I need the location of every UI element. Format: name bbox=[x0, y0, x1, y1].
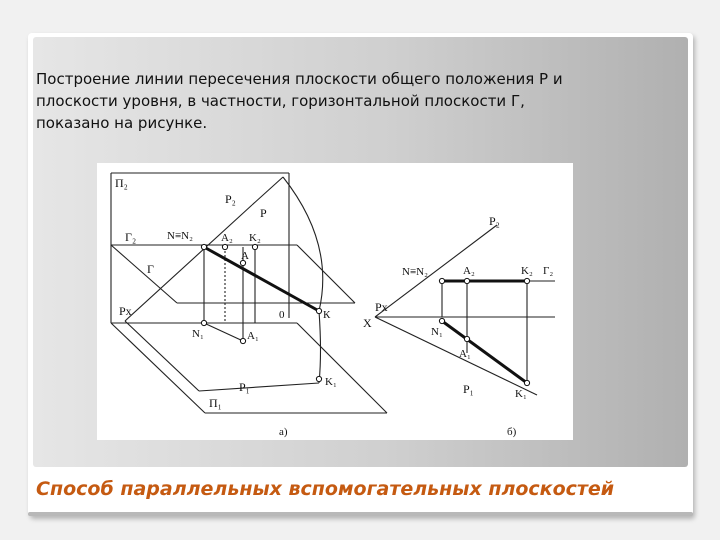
label-zero: 0 bbox=[279, 309, 285, 321]
n1-a1-link bbox=[204, 323, 243, 341]
label-k2-a: K₂ bbox=[249, 232, 261, 244]
p1-trace-b bbox=[199, 383, 319, 391]
caption-b: б) bbox=[507, 426, 517, 438]
p2-trace-b bbox=[375, 225, 497, 317]
label-a1-b: A₁ bbox=[459, 348, 471, 360]
caption-line-1: Построение линии пересечения плоскости общего положения Р и bbox=[36, 70, 563, 88]
footer-divider bbox=[28, 512, 693, 516]
intersection-line-b bbox=[442, 321, 527, 383]
label-n1-a: N₁ bbox=[192, 328, 204, 340]
point-n-a bbox=[201, 244, 206, 249]
point-k1-a bbox=[316, 376, 321, 381]
point-a1-a bbox=[240, 338, 245, 343]
label-g: Г bbox=[147, 262, 154, 276]
label-a1-a: A₁ bbox=[247, 330, 259, 342]
caption-line-2: плоскости уровня, в частности, горизонтальной плоскости Г, bbox=[36, 92, 525, 110]
point-k1-b bbox=[524, 380, 529, 385]
geometry-drawing bbox=[97, 163, 573, 440]
label-nn2-b: N≡N₂ bbox=[402, 266, 428, 278]
label-pi1: П₁ bbox=[209, 396, 222, 410]
label-a: A bbox=[241, 250, 249, 262]
label-k1-a: K₁ bbox=[325, 376, 337, 388]
caption-a: а) bbox=[279, 426, 288, 438]
p2-trace-ext bbox=[252, 177, 283, 205]
point-a1-b bbox=[464, 336, 469, 341]
point-n1-b bbox=[439, 318, 444, 323]
label-k-a: К bbox=[323, 309, 331, 321]
label-k2-b: K₂ bbox=[521, 265, 533, 277]
p1-trace-a bbox=[125, 321, 199, 391]
label-p: Р bbox=[260, 206, 267, 220]
label-g2-a: Г₂ bbox=[125, 230, 137, 244]
point-a2-b bbox=[464, 278, 469, 283]
label-g2-b: Г₂ bbox=[543, 265, 554, 277]
p1-trace-b bbox=[375, 317, 537, 395]
point-n2-b bbox=[439, 278, 444, 283]
label-a2-b: A₂ bbox=[463, 265, 475, 277]
label-p1-b: Р₁ bbox=[463, 382, 474, 396]
gamma-left-edge bbox=[111, 245, 177, 303]
point-k2-a bbox=[252, 244, 257, 249]
label-x-b: X bbox=[363, 316, 372, 330]
p-curve-bottom bbox=[319, 311, 321, 383]
label-p1-a: Р₁ bbox=[239, 380, 250, 394]
intersection-line-a bbox=[204, 247, 319, 311]
caption-line-3: показано на рисунке. bbox=[36, 114, 208, 132]
gamma-right-edge bbox=[297, 245, 355, 303]
label-k1-b: K₁ bbox=[515, 388, 527, 400]
slide-caption bbox=[36, 68, 676, 134]
label-px-a: Рх bbox=[119, 304, 132, 318]
pi1-right-edge bbox=[297, 323, 387, 413]
label-px-b: Рх bbox=[375, 300, 388, 314]
label-p2-a: Р₂ bbox=[225, 192, 236, 206]
label-nn-a: N≡N₂ bbox=[167, 230, 193, 242]
pi1-left-edge bbox=[111, 323, 205, 413]
point-n1-a bbox=[201, 320, 206, 325]
point-k-a bbox=[316, 308, 321, 313]
label-pi2: П₂ bbox=[115, 176, 128, 190]
slide-footer-title: Способ параллельных вспомогательных плоскостей bbox=[36, 478, 615, 500]
label-a2-a: A₂ bbox=[221, 232, 233, 244]
drawing-svg bbox=[97, 163, 573, 440]
label-n1-b: N₁ bbox=[431, 326, 443, 338]
label-p2-b: Р₂ bbox=[489, 214, 500, 228]
point-k2-b bbox=[524, 278, 529, 283]
point-a2-a bbox=[222, 244, 227, 249]
